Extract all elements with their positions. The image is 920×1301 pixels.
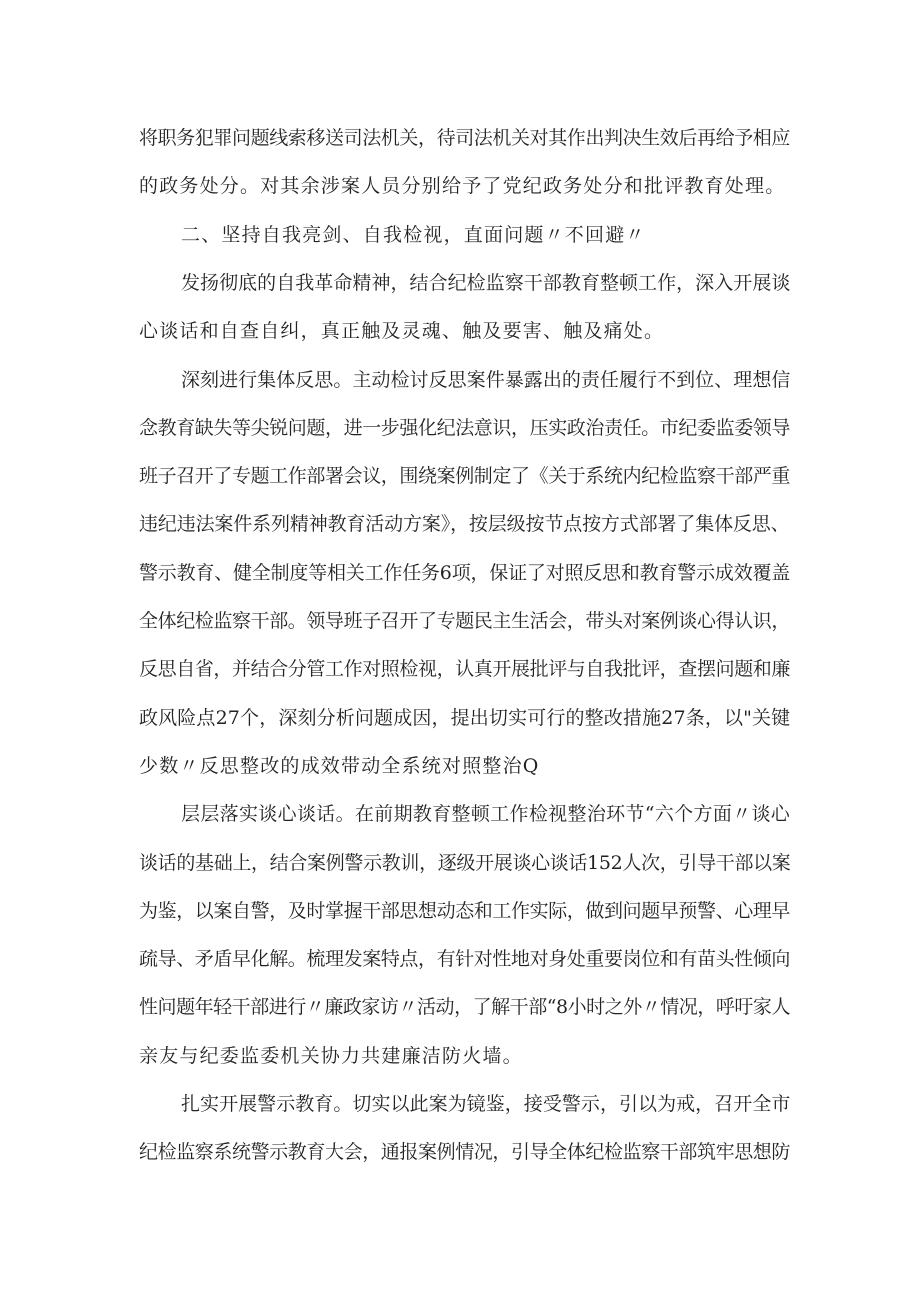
section-heading: 二、坚持自我亮剑、自我检视，直面问题〃不回避〃 (181, 224, 646, 246)
paragraph-line: 发扬彻底的自我革命精神，结合纪检监察干部教育整顿工作，深入开展谈 (181, 272, 791, 294)
paragraph-line: 性问题年轻干部进行〃廉政家访〃活动，了解干部“8小时之外〃情况，呼吁家人 (139, 996, 791, 1018)
paragraph-line: 为鉴，以案自警，及时掌握干部思想动态和工作实际，做到问题早预警、心理早 (139, 900, 791, 922)
paragraph-line: 纪检监察系统警示教育大会，通报案例情况，引导全体纪检监察干部筑牢思想防 (139, 1141, 791, 1163)
paragraph-line: 念教育缺失等尖锐问题，进一步强化纪法意识，压实政治责任。市纪委监委领导 (139, 417, 791, 439)
paragraph-line: 深刻进行集体反思。主动检讨反思案件暴露出的责任履行不到位、理想信 (181, 369, 791, 391)
paragraph-line: 少数〃反思整改的成效带动全系统对照整治Q (139, 755, 540, 777)
paragraph-line: 心谈话和自查自纠，真正触及灵魂、触及要害、触及痛处。 (139, 320, 665, 342)
paragraph-line: 谈话的基础上，结合案例警示教训，逐级开展谈心谈话152人次，引导干部以案 (139, 852, 791, 874)
paragraph-line: 疏导、矛盾早化解。梳理发案特点，有针对性地对身处重要岗位和有苗头性倾向 (139, 948, 791, 970)
paragraph-line: 的政务处分。对其余涉案人员分别给予了党纪政务处分和批评教育处理。 (139, 175, 786, 197)
paragraph-line: 亲友与纪委监委机关协力共建廉洁防火墙。 (139, 1045, 523, 1067)
paragraph-line: 反思自省，并结合分管工作对照检视，认真开展批评与自我批评，查摆问题和廉 (139, 658, 791, 680)
paragraph-line: 班子召开了专题工作部署会议，围绕案例制定了《关于系统内纪检监察干部严重 (139, 465, 791, 487)
paragraph-line: 全体纪检监察干部。领导班子召开了专题民主生活会，带头对案例谈心得认识， (139, 610, 791, 632)
paragraph-line: 违纪违法案件系列精神教育活动方案》，按层级按节点按方式部署了集体反思、 (139, 513, 790, 535)
paragraph-line: 层层落实谈心谈话。在前期教育整顿工作检视整治环节“六个方面〃谈心 (181, 803, 791, 825)
paragraph-line: 将职务犯罪问题线索移送司法机关，待司法机关对其作出判决生效后再给予相应 (139, 127, 791, 149)
paragraph-line: 扎实开展警示教育。切实以此案为镜鉴，接受警示，引以为戒，召开全市 (181, 1093, 791, 1115)
paragraph-line: 警示教育、健全制度等相关工作任务6项，保证了对照反思和教育警示成效覆盖 (139, 562, 791, 584)
paragraph-line: 政风险点27个，深刻分析问题成因，提出切实可行的整改措施27条，以"关键 (139, 707, 791, 729)
